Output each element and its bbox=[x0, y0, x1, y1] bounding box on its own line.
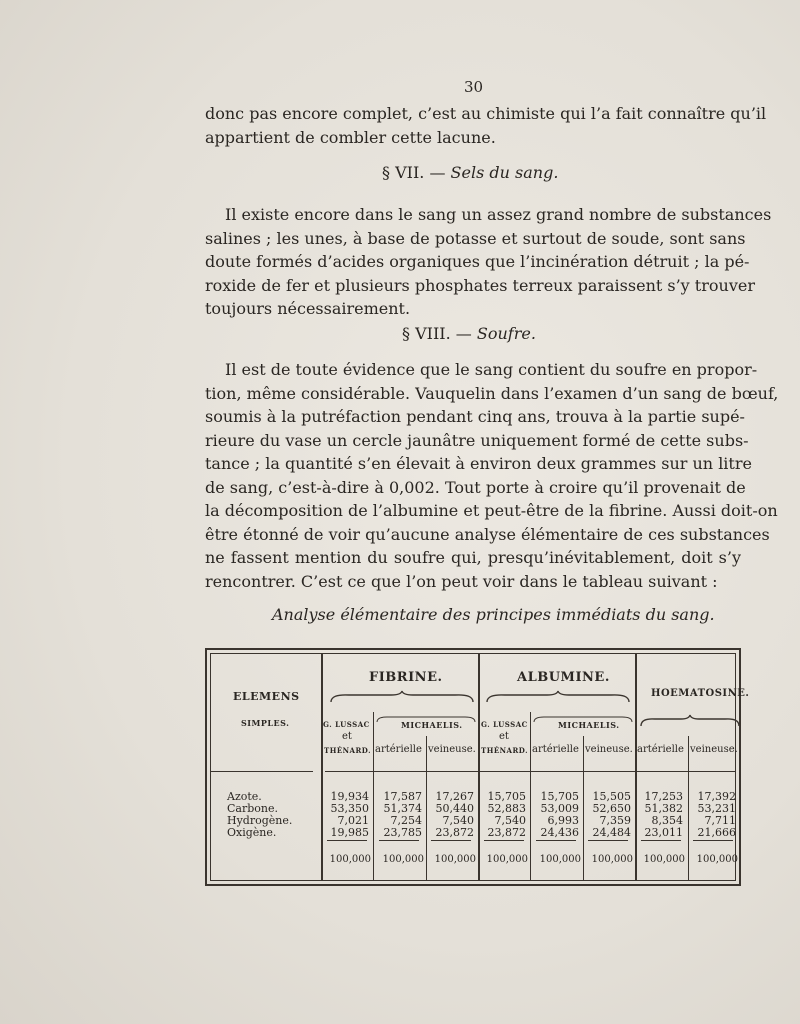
table-cell: 53,350 bbox=[330, 802, 369, 815]
table-cell: 50,440 bbox=[435, 802, 474, 815]
header-fibrine: FIBRINE. bbox=[369, 670, 443, 685]
header-michaelis-fibrine: MICHAELIS. bbox=[401, 720, 463, 730]
table-cell: 17,392 bbox=[697, 790, 736, 803]
header-rule bbox=[325, 771, 735, 772]
header-albumine: ALBUMINE. bbox=[517, 670, 610, 685]
table-cell: 19,985 bbox=[330, 826, 369, 839]
header-elemens: ELEMENS bbox=[233, 690, 300, 703]
text-line: ne fassent mention du soufre qui, presqu’inévitablement, doit s’y bbox=[205, 548, 741, 567]
table-cell: 15,705 bbox=[540, 790, 579, 803]
table-cell: 21,666 bbox=[697, 826, 736, 839]
header-gl-et: et bbox=[499, 731, 509, 742]
table-cell: 7,359 bbox=[599, 814, 631, 827]
table-inner-frame bbox=[210, 653, 750, 881]
text-line: roxide de fer et plusieurs phosphates terreux paraissent s’y trouver bbox=[205, 275, 755, 295]
table-cell: 7,711 bbox=[704, 814, 736, 827]
table-cell: 23,872 bbox=[487, 826, 526, 839]
table-cell: 53,231 bbox=[697, 802, 736, 815]
total-cell: 100,000 bbox=[486, 854, 528, 865]
text-line: Il existe encore dans le sang un assez grand nombre de substances bbox=[225, 205, 772, 224]
text-line: doute formés d’acides organiques que l’incinération détruit ; la pé- bbox=[205, 252, 750, 271]
page-number: 30 bbox=[464, 78, 484, 96]
text-line: appartient de combler cette lacune. bbox=[205, 127, 496, 147]
header-arterielle: artérielle bbox=[532, 744, 579, 755]
sum-rule bbox=[484, 840, 524, 841]
row-name: Azote. bbox=[227, 790, 262, 803]
text-line: rieure du vase un cercle jaunâtre uniquement formé de cette subs- bbox=[205, 430, 749, 450]
row-name: Hydrogène. bbox=[227, 814, 293, 827]
text-line: être étonné de voir qu’aucune analyse élémentaire de ces substances bbox=[205, 524, 770, 544]
albumine-brace bbox=[485, 690, 631, 704]
total-cell: 100,000 bbox=[539, 854, 581, 865]
section-number: § VII. — bbox=[382, 163, 446, 182]
header-gl-thenard: THÉNARD. bbox=[324, 746, 372, 755]
total-cell: 100,000 bbox=[434, 854, 476, 865]
text-line: rencontrer. C’est ce que l’on peut voir dans le tableau suivant : bbox=[205, 571, 718, 591]
sum-rule bbox=[431, 840, 471, 841]
sum-rule bbox=[379, 840, 419, 841]
section-heading-vii bbox=[382, 163, 558, 182]
row-name: Carbone. bbox=[227, 802, 278, 815]
header-hoematosine: HOEMATOSINE. bbox=[651, 688, 750, 699]
section-title: Sels du sang. bbox=[450, 163, 559, 182]
paragraph-sels bbox=[205, 203, 772, 321]
header-gl-albumine: G. LUSSAC bbox=[481, 720, 528, 729]
text-line: de sang, c’est-à-dire à 0,002. Tout porte à croire qu’il provenait de bbox=[205, 477, 746, 497]
table-cell: 53,009 bbox=[540, 802, 579, 815]
table-cell: 8,354 bbox=[651, 814, 683, 827]
header-simples: SIMPLES. bbox=[241, 718, 290, 728]
section-number: § VIII. — bbox=[402, 324, 472, 343]
analysis-table bbox=[205, 648, 750, 886]
section-title: Soufre. bbox=[476, 324, 536, 343]
header-veineuse: veineuse. bbox=[690, 744, 738, 755]
sum-rule bbox=[693, 840, 733, 841]
table-cell: 23,872 bbox=[435, 826, 474, 839]
text-line: Il est de toute évidence que le sang contient du soufre en propor- bbox=[225, 360, 758, 379]
header-veineuse: veineuse. bbox=[428, 744, 476, 755]
table-cell: 24,436 bbox=[540, 826, 579, 839]
table-cell: 17,253 bbox=[644, 790, 683, 803]
table-cell: 51,382 bbox=[644, 802, 683, 815]
sum-rule bbox=[641, 840, 681, 841]
table-cell: 51,374 bbox=[383, 802, 422, 815]
header-arterielle: artérielle bbox=[375, 744, 422, 755]
header-veineuse: veineuse. bbox=[585, 744, 633, 755]
paragraph-soufre bbox=[205, 358, 779, 593]
text-line: salines ; les unes, à base de potasse et surtout de soude, sont sans bbox=[205, 228, 746, 248]
table-cell: 7,254 bbox=[390, 814, 422, 827]
text-line: tion, même considérable. Vauquelin dans l’examen d’un sang de bœuf, bbox=[205, 383, 779, 403]
table-cell: 15,505 bbox=[592, 790, 631, 803]
table-cell: 7,540 bbox=[494, 814, 526, 827]
table-cell: 6,993 bbox=[547, 814, 579, 827]
col-divider bbox=[321, 654, 323, 880]
header-rule bbox=[211, 771, 313, 772]
header-michaelis-albumine: MICHAELIS. bbox=[558, 720, 620, 730]
table-cell: 7,540 bbox=[442, 814, 474, 827]
total-cell: 100,000 bbox=[329, 854, 371, 865]
hoematosine-brace bbox=[639, 714, 741, 728]
table-cell: 17,587 bbox=[383, 790, 422, 803]
table-cell: 24,484 bbox=[592, 826, 631, 839]
sum-rule bbox=[588, 840, 628, 841]
table-cell: 23,011 bbox=[644, 826, 683, 839]
header-arterielle: artérielle bbox=[637, 744, 684, 755]
row-name: Oxigène. bbox=[227, 826, 277, 839]
fibrine-brace bbox=[329, 690, 475, 704]
table-cell: 19,934 bbox=[330, 790, 369, 803]
table-cell: 17,267 bbox=[435, 790, 474, 803]
table-cell: 52,883 bbox=[487, 802, 526, 815]
table-cell: 7,021 bbox=[337, 814, 369, 827]
text-line: tance ; la quantité s’en élevait à environ deux grammes sur un litre bbox=[205, 454, 752, 473]
text-line: donc pas encore complet, c’est au chimiste qui l’a fait connaître qu’il bbox=[205, 104, 767, 123]
col-divider bbox=[478, 654, 480, 880]
sum-rule bbox=[536, 840, 576, 841]
header-gl-et: et bbox=[342, 731, 352, 742]
text-line: toujours nécessairement. bbox=[205, 299, 411, 318]
text-line: soumis à la putréfaction pendant cinq ans, trouva à la partie supé- bbox=[205, 407, 745, 426]
header-gl-thenard: THÉNARD. bbox=[481, 746, 529, 755]
total-cell: 100,000 bbox=[643, 854, 685, 865]
table-caption: Analyse élémentaire des principes immédiats du sang. bbox=[272, 605, 715, 624]
table-cell: 23,785 bbox=[383, 826, 422, 839]
header-gl-fibrine: G. LUSSAC bbox=[323, 720, 370, 729]
total-cell: 100,000 bbox=[696, 854, 738, 865]
col-divider bbox=[635, 654, 637, 880]
sum-rule bbox=[327, 840, 367, 841]
table-cell: 52,650 bbox=[592, 802, 631, 815]
total-cell: 100,000 bbox=[382, 854, 424, 865]
total-cell: 100,000 bbox=[591, 854, 633, 865]
text-line: la décomposition de l’albumine et peut-être de la fibrine. Aussi doit-on bbox=[205, 501, 778, 520]
paragraph-continuation bbox=[205, 102, 767, 149]
section-heading-viii bbox=[402, 324, 536, 343]
table-cell: 15,705 bbox=[487, 790, 526, 803]
